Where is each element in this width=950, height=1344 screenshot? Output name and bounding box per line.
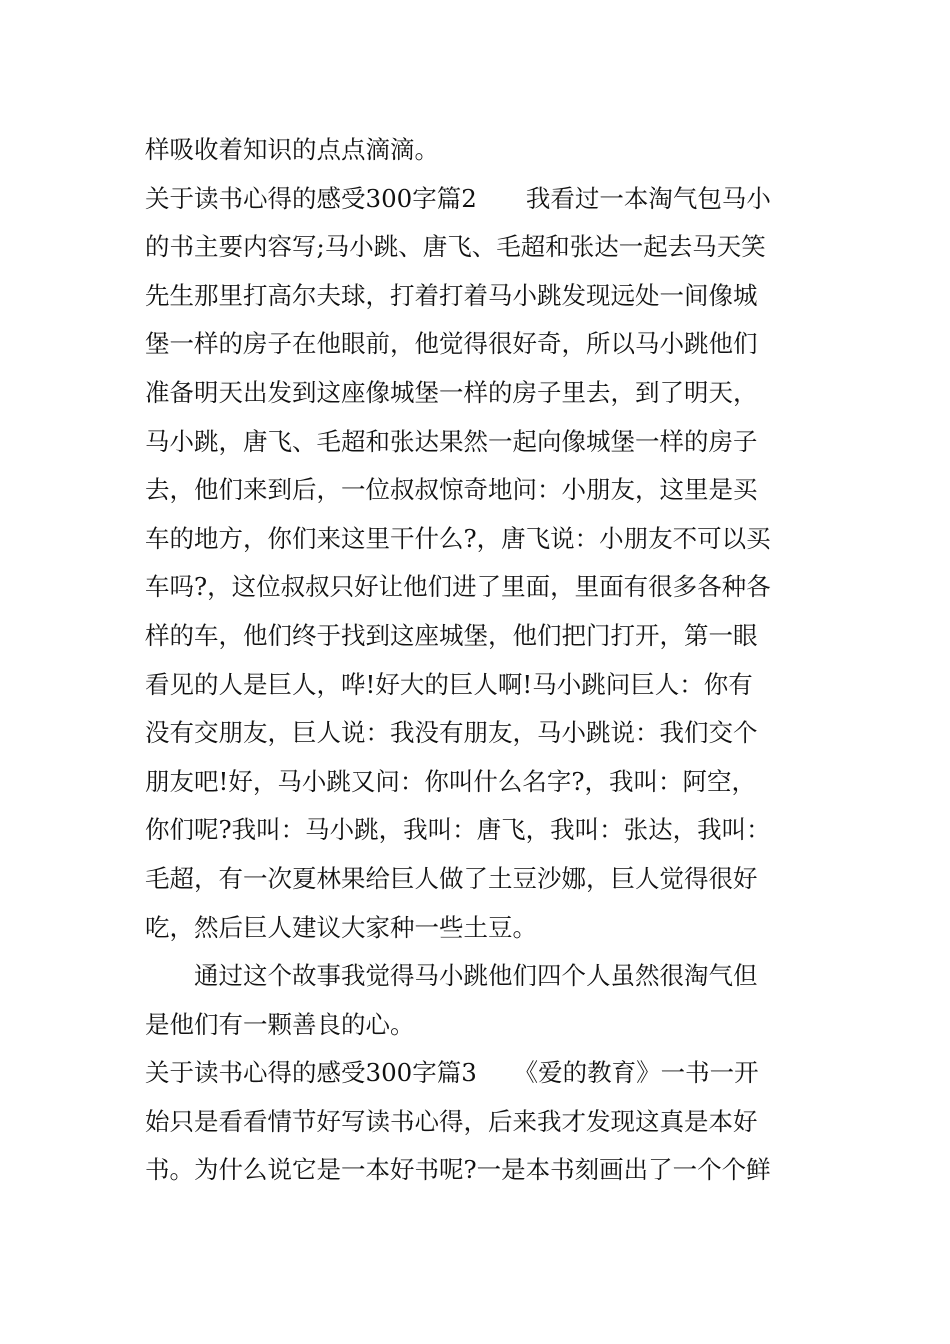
text-line: 吃，然后巨人建议大家种一些土豆。 xyxy=(145,912,537,942)
text-line: 始只是看看情节好写读书心得，后来我才发现这真是本好 xyxy=(145,1106,758,1136)
text-line: 朋友吧!好，马小跳又问：你叫什么名字?，我叫：阿空， xyxy=(145,766,756,796)
text-line: 准备明天出发到这座像城堡一样的房子里去，到了明天， xyxy=(145,377,758,407)
text-line: 毛超，有一次夏林果给巨人做了土豆沙娜，巨人觉得很好 xyxy=(145,863,758,893)
text-line: 你们呢?我叫：马小跳，我叫：唐飞，我叫：张达，我叫： xyxy=(145,815,771,845)
text-line: 先生那里打高尔夫球，打着打着马小跳发现远处一间像城 xyxy=(145,280,758,310)
text-line: 没有交朋友，巨人说：我没有朋友，马小跳说：我们交个 xyxy=(145,718,758,748)
text-line: 是他们有一颗善良的心。 xyxy=(145,1009,415,1039)
text-line: 马小跳，唐飞、毛超和张达果然一起向像城堡一样的房子 xyxy=(145,426,758,456)
text-line: 通过这个故事我觉得马小跳他们四个人虽然很淘气但 xyxy=(145,961,758,991)
text-line: 样吸收着知识的点点滴滴。 xyxy=(145,135,439,164)
text-line: 堡一样的房子在他眼前，他觉得很好奇，所以马小跳他们 xyxy=(145,329,758,359)
text-line: 看见的人是巨人，哗!好大的巨人啊!马小跳问巨人：你有 xyxy=(145,669,753,699)
document-body xyxy=(145,126,813,1195)
section-heading-line: 关于读书心得的感受300字篇3 《爱的教育》一书一开 xyxy=(145,1058,759,1088)
text-line: 车吗?，这位叔叔只好让他们进了里面，里面有很多各种各 xyxy=(145,572,771,602)
text-line: 车的地方，你们来这里干什么?，唐飞说：小朋友不可以买 xyxy=(145,523,771,553)
text-line: 去，他们来到后，一位叔叔惊奇地问：小朋友，这里是买 xyxy=(145,475,758,505)
section-heading-line: 关于读书心得的感受300字篇2 我看过一本淘气包马小 xyxy=(145,183,771,213)
text-line: 书。为什么说它是一本好书呢?一是本书刻画出了一个个鲜 xyxy=(145,1155,771,1185)
text-line: 的书主要内容写;马小跳、唐飞、毛超和张达一起去马天笑 xyxy=(145,232,766,262)
text-line: 样的车，他们终于找到这座城堡，他们把门打开，第一眼 xyxy=(145,620,758,650)
